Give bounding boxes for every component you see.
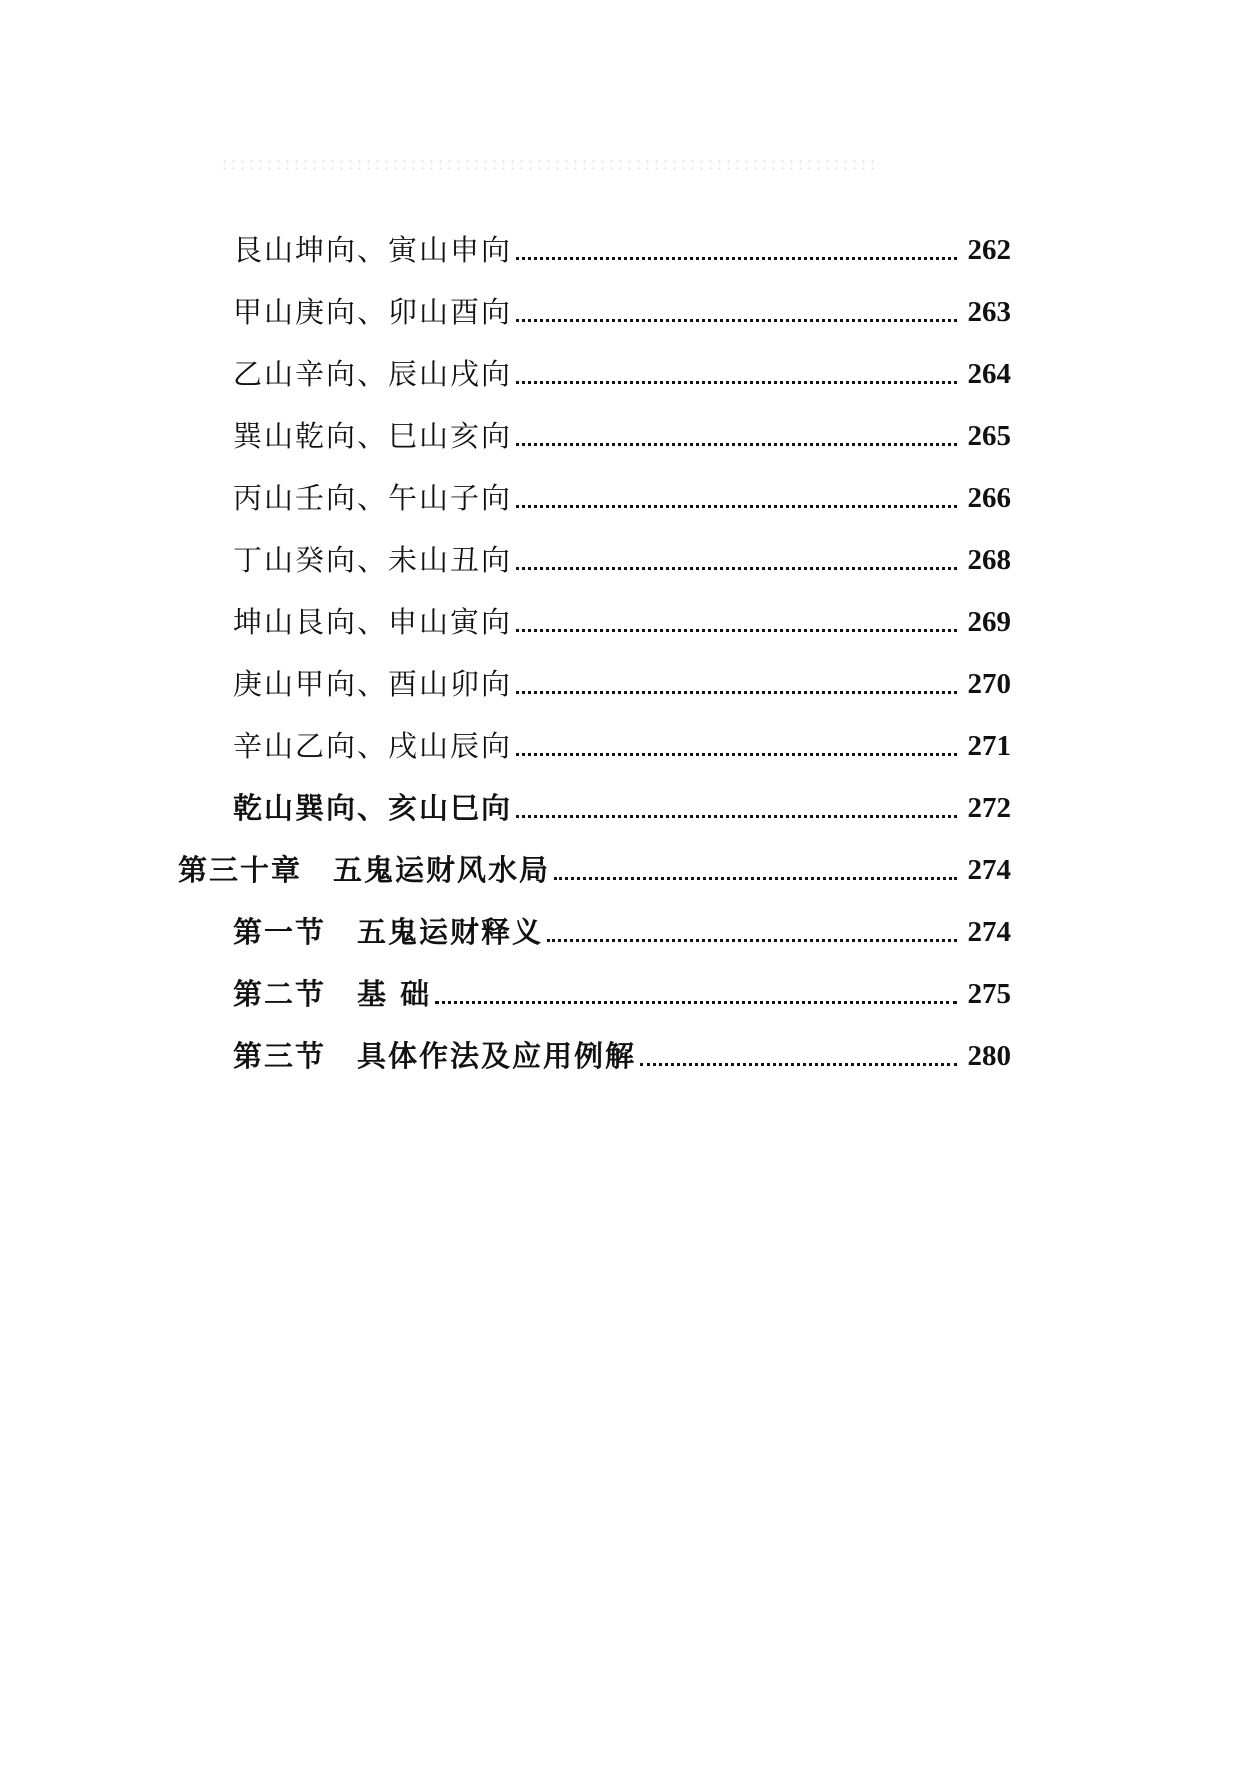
- toc-page-number: 274: [967, 916, 1011, 948]
- toc-section-entry[interactable]: [233, 971, 1011, 1011]
- toc-leader-dots: [516, 442, 957, 446]
- toc-leader-dots: [516, 256, 957, 260]
- toc-chapter-entry[interactable]: [178, 847, 1011, 887]
- toc-leader-dots: [547, 938, 957, 942]
- toc-page-number: 272: [967, 792, 1011, 824]
- toc-leader-dots: [516, 752, 957, 756]
- toc-entry-title: 艮山坤向、寅山申向: [233, 233, 513, 267]
- toc-page-number: 265: [967, 420, 1011, 452]
- toc-section-entry[interactable]: [233, 909, 1011, 949]
- toc-entry-title: 丁山癸向、未山丑向: [233, 543, 513, 577]
- toc-section-title: 第二节 基 础: [233, 977, 432, 1011]
- toc-entry[interactable]: [233, 413, 1011, 453]
- toc-entry[interactable]: [233, 599, 1011, 639]
- toc-entry-title: 辛山乙向、戌山辰向: [233, 729, 513, 763]
- toc-entry[interactable]: [233, 661, 1011, 701]
- toc-entry-title: 庚山甲向、酉山卯向: [233, 667, 513, 701]
- toc-page-number: 262: [967, 234, 1011, 266]
- toc-leader-dots: [435, 1000, 957, 1004]
- toc-page-number: 275: [967, 978, 1011, 1010]
- toc-entry[interactable]: [233, 289, 1011, 329]
- toc-page-number: 269: [967, 606, 1011, 638]
- toc-page-number: 270: [967, 668, 1011, 700]
- toc-leader-dots: [554, 876, 957, 880]
- toc-entry[interactable]: [233, 537, 1011, 577]
- toc-chapter-title: 第三十章 五鬼运财风水局: [178, 853, 551, 887]
- toc-entry[interactable]: [233, 351, 1011, 391]
- toc-leader-dots: [516, 380, 957, 384]
- toc-section-title: 第三节 具体作法及应用例解: [233, 1039, 637, 1073]
- toc-entry[interactable]: [233, 723, 1011, 763]
- scan-artifact: [220, 158, 880, 172]
- toc-entry-title: 丙山壬向、午山子向: [233, 481, 513, 515]
- toc-page-number: 263: [967, 296, 1011, 328]
- toc-page-number: 271: [967, 730, 1011, 762]
- toc-leader-dots: [516, 504, 957, 508]
- toc-leader-dots: [516, 628, 957, 632]
- toc-leader-dots: [516, 318, 957, 322]
- toc-leader-dots: [516, 814, 957, 818]
- toc-entry-title: 坤山艮向、申山寅向: [233, 605, 513, 639]
- toc-section-title: 第一节 五鬼运财释义: [233, 915, 544, 949]
- toc-entry-title: 乾山巽向、亥山巳向: [233, 791, 513, 825]
- toc-section-entry[interactable]: [233, 1033, 1011, 1073]
- toc-entry[interactable]: [233, 227, 1011, 267]
- toc-leader-dots: [516, 566, 957, 570]
- toc-entry[interactable]: [233, 785, 1011, 825]
- toc-entry-title: 巽山乾向、巳山亥向: [233, 419, 513, 453]
- toc-leader-dots: [640, 1062, 957, 1066]
- toc-entry-title: 甲山庚向、卯山酉向: [233, 295, 513, 329]
- toc-page-number: 264: [967, 358, 1011, 390]
- toc-page-number: 280: [967, 1040, 1011, 1072]
- toc-leader-dots: [516, 690, 957, 694]
- toc-page-number: 274: [967, 854, 1011, 886]
- toc-entry-title: 乙山辛向、辰山戌向: [233, 357, 513, 391]
- toc-page-number: 266: [967, 482, 1011, 514]
- toc-entry[interactable]: [233, 475, 1011, 515]
- toc-page-number: 268: [967, 544, 1011, 576]
